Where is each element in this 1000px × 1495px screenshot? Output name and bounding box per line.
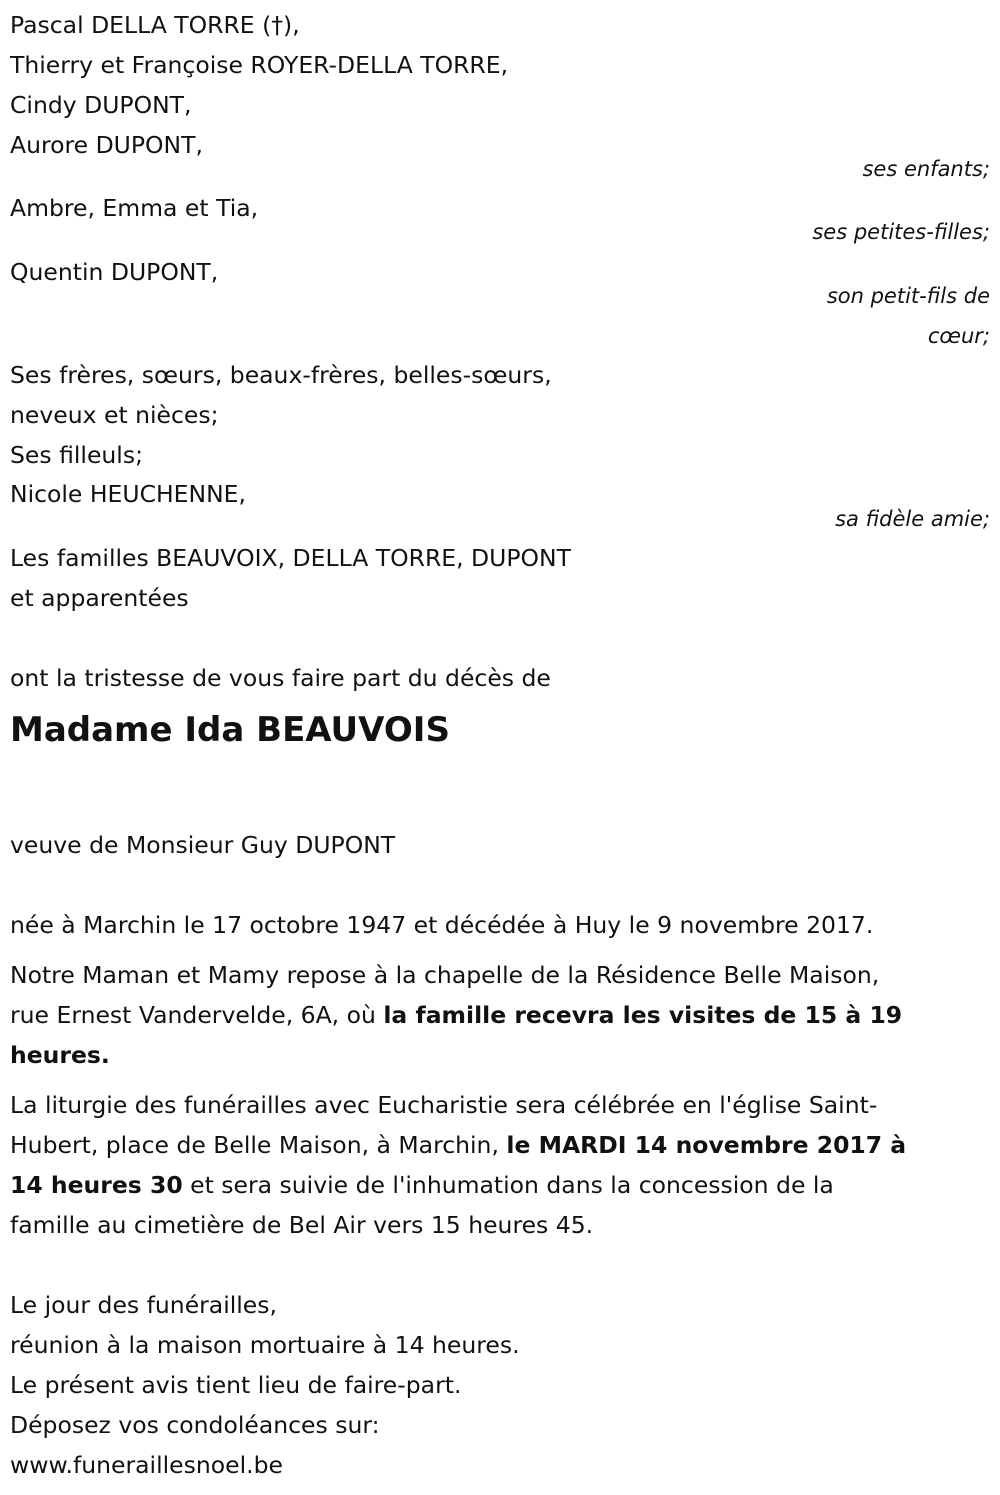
family-line: Ses frères, sœurs, beaux-frères, belles-sœurs, [10,361,552,389]
family-line: Quentin DUPONT, [10,258,219,286]
body-line [10,905,873,945]
body-line [10,1285,277,1325]
family-line: Nicole HEUCHENNE, [10,480,246,508]
family-line: ont la tristesse de vous faire part du décès de [10,664,551,692]
body-line [10,955,879,995]
relation-label: ses petites-filles; [812,220,990,244]
body-line [10,1165,834,1205]
family-line: Ses filleuls; [10,441,143,469]
body-line [10,1445,283,1485]
body-line [10,1085,877,1125]
body-line [10,1325,520,1365]
emphasis-text: le MARDI 14 novembre 2017 à [506,1131,907,1159]
text-segment: Déposez vos condoléances sur: [10,1411,380,1439]
text-segment: née à Marchin le 17 octobre 1947 et décédée à Huy le 9 novembre 2017. [10,911,874,939]
text-segment: Hubert, place de Belle Maison, à Marchin, [10,1131,507,1159]
family-line: Les familles BEAUVOIX, DELLA TORRE, DUPONT [10,544,571,572]
family-line: Pascal DELLA TORRE (†), [10,11,300,39]
body-line [10,825,395,865]
body-line [10,1205,593,1245]
text-segment: famille au cimetière de Bel Air vers 15 heures 45. [10,1211,594,1239]
text-segment: rue Ernest Vandervelde, 6A, où [10,1001,384,1029]
family-line: Aurore DUPONT, [10,131,203,159]
deceased-name: Madame Ida BEAUVOIS [10,710,450,750]
body-line [10,1365,461,1405]
family-line: Thierry et Françoise ROYER-DELLA TORRE, [10,51,509,79]
relation-label: cœur; [927,324,990,348]
emphasis-text: 14 heures 30 [10,1171,183,1199]
family-line: et apparentées [10,584,189,612]
text-segment: Le jour des funérailles, [10,1291,277,1319]
family-line: Ambre, Emma et Tia, [10,194,259,222]
body-line [10,1125,906,1165]
body-line [10,1405,380,1445]
relation-label: sa fidèle amie; [835,507,990,531]
text-segment: La liturgie des funérailles avec Eucharistie sera célébrée en l'église Saint- [10,1091,878,1119]
relation-label: son petit-fils de [826,284,990,308]
text-segment: Notre Maman et Mamy repose à la chapelle de la Résidence Belle Maison, [10,961,880,989]
text-segment: veuve de Monsieur Guy DUPONT [10,831,396,859]
family-line: neveux et nièces; [10,401,219,429]
relation-label: ses enfants; [862,157,990,181]
body-line [10,1035,110,1075]
emphasis-text: heures. [10,1041,110,1069]
text-segment: réunion à la maison mortuaire à 14 heures. [10,1331,520,1359]
condolences-link[interactable]: www.funeraillesnoel.be [10,1451,283,1479]
family-line: Cindy DUPONT, [10,91,192,119]
body-line [10,995,902,1035]
emphasis-text: la famille recevra les visites de 15 à 19 [383,1001,903,1029]
text-segment: Le présent avis tient lieu de faire-part. [10,1371,462,1399]
text-segment: et sera suivie de l'inhumation dans la concession de la [182,1171,834,1199]
